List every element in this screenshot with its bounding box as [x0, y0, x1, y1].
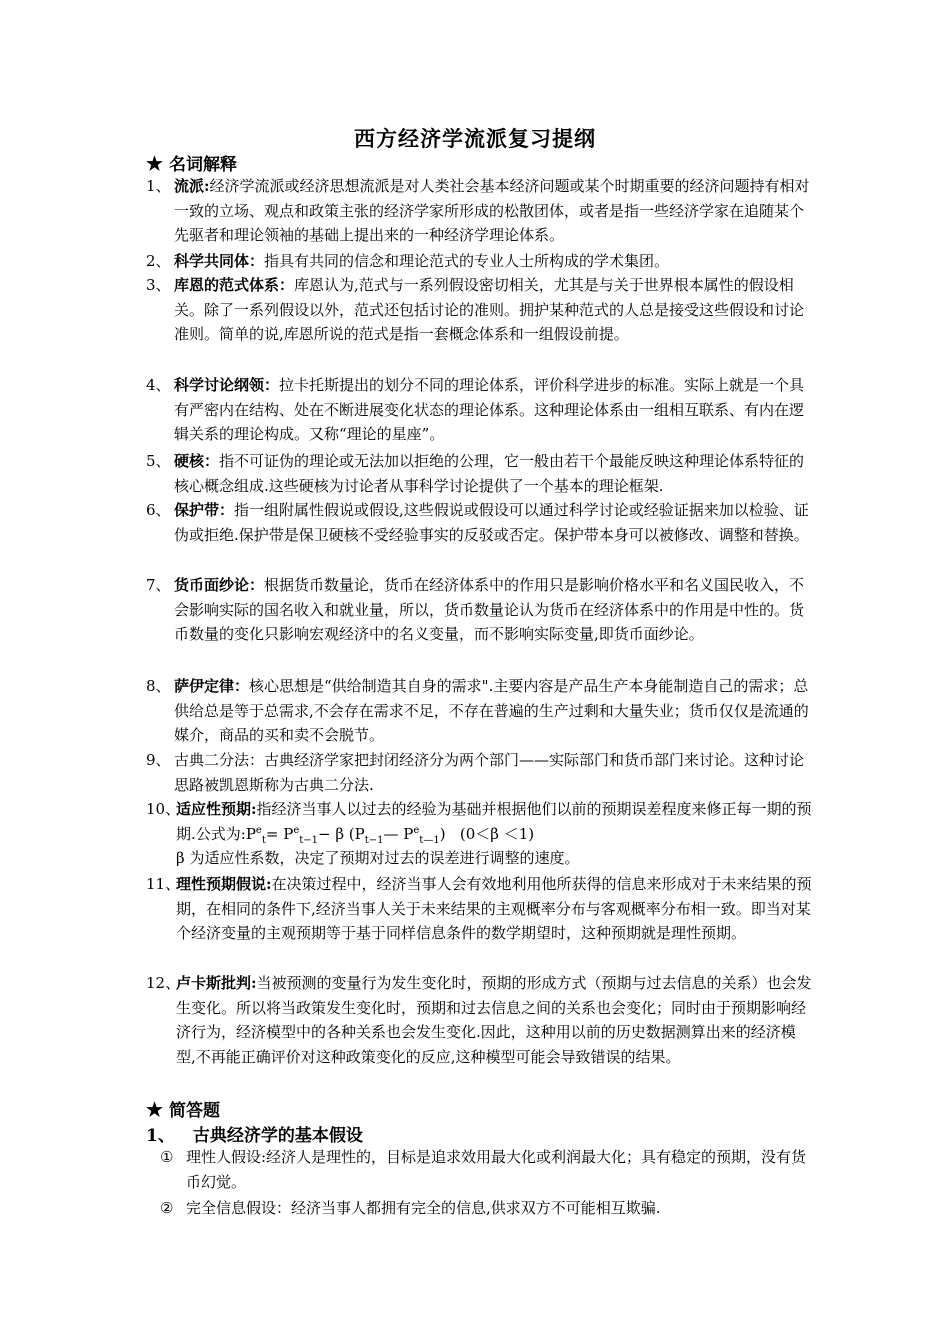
item-text: 指不可证伪的理论或无法加以拒绝的公理，它一般由若干个最能反映这种理论体系特征的核心概念组成.这些硬核为讨论者从事科学讨论提供了一个基本的理论框架. — [174, 452, 805, 495]
item-text: 当被预测的变量行为发生变化时，预期的形成方式（预期与过去信息的关系）也会发生变化。所以将当政策发生变化时，预期和过去信息之间的关系也会变化；同时由于预期影响经济行为，经济模型中的各种关系也会发生变化.因此，这种用以前的历史数据测算出来的经济模型,不再能正确评价对这种政策变化的反应,这种模型可能会导致错误的结果。 — [176, 974, 812, 1066]
list-item — [146, 748, 814, 797]
section-heading-label: 简答题 — [169, 1101, 221, 1121]
item-number: 8、 — [146, 677, 171, 695]
list-item — [146, 449, 814, 498]
item-number: 3、 — [146, 276, 171, 294]
item-term: 流派: — [174, 177, 210, 195]
item-text: 理性人假设:经济人是理性的，目标是追求效用最大化或利润最大化；具有稳定的预期，没有货币幻觉。 — [186, 1148, 807, 1191]
item-term: 科学共同体： — [174, 252, 265, 270]
item-number: 1、 — [146, 177, 171, 195]
list-item — [146, 498, 814, 547]
item-text: 指经济当事人以过去的经验为基础并根据他们以前的预期误差程度来修正每一期的预期.公式为: — [176, 800, 812, 843]
list-item — [146, 797, 814, 871]
item-term: 萨伊定律： — [174, 677, 250, 695]
star-icon: ★ — [146, 1099, 164, 1121]
item-term: 适应性预期: — [176, 800, 257, 818]
item-text: 在决策过程中，经济当事人会有效地利用他所获得的信息来形成对于未来结果的预期，在相同的条件下,经济当事人关于未来结果的主观概率分布与客观概率分布相一致。即当对某个经济变量的主观预期等于基于同样信息条件的数学期望时，这种预期就是理性预期。 — [176, 875, 812, 943]
formula-range: (0＜β ＜1) — [459, 824, 535, 843]
list-item — [146, 273, 814, 347]
item-number: 10、 — [146, 800, 181, 818]
section-heading-label: 名词解释 — [169, 155, 238, 175]
item-number: 9、 — [146, 751, 171, 769]
item-term: 科学讨论纲领： — [174, 376, 280, 394]
item-text: 古典二分法：古典经济学家把封闭经济分为两个部门——实际部门和货币部门来讨论。这种讨论思路被凯恩斯称为古典二分法. — [174, 751, 805, 794]
item-text: 库恩认为,范式与一系列假设密切相关，尤其是与关于世界根本属性的假设相关。除了一系列假设以外，范式还包括讨论的准则。拥护某种范式的人总是接受这些假设和讨论准则。简单的说,库恩所说的范式是指一套概念体系和一组假设前提。 — [174, 276, 805, 344]
list-item — [160, 1196, 820, 1221]
item-term: 卢卡斯批判: — [176, 974, 257, 992]
formula: $P^e_t= P^e_{t-1}- \beta$ ($P_{t-1}—$ $P^e_{t—1}$) (0＜β ＜1) — [245, 824, 535, 846]
item-term: 库恩的范式体系： — [174, 276, 295, 294]
question-number: 1、 — [146, 1126, 175, 1146]
circled-number: ① — [160, 1148, 174, 1166]
item-number: 7、 — [146, 576, 171, 594]
item-term: 理性预期假说: — [176, 875, 272, 893]
item-number: 2、 — [146, 252, 171, 270]
item-text: 拉卡托斯提出的划分不同的理论体系，评价科学进步的标准。实际上就是一个具有严密内在结构、处在不断进展变化状态的理论体系。这种理论体系由一组相互联系、有内在逻辑关系的理论构成。又称“理论的星座”。 — [174, 376, 805, 444]
item-text: 指具有共同的信念和理论范式的专业人士所构成的学术集团。 — [264, 252, 670, 270]
item-number: 6、 — [146, 501, 171, 519]
item-text: 核心思想是“供给制造其自身的需求".主要内容是产品生产本身能制造自己的需求；总供给总是等于总需求,不会存在需求不足，不存在普遍的生产过剩和大量失业；货币仅仅是流通的媒介，商品的买和卖不会脱节。 — [174, 677, 809, 745]
list-item — [146, 872, 814, 946]
item-number: 11、 — [146, 875, 181, 893]
item-text: 根据货币数量论，货币在经济体系中的作用只是影响价格水平和名义国民收入，不会影响实际的国名收入和就业量，所以，货币数量论认为货币在经济体系中的作用是中性的。货币数量的变化只影响宏观经济中的名义变量，而不影响实际变量,即货币面纱论。 — [174, 576, 805, 644]
question-title: 古典经济学的基本假设 — [192, 1126, 363, 1146]
section-heading-short-answer — [146, 1096, 220, 1121]
item-number: 12、 — [146, 974, 181, 992]
list-item — [146, 373, 814, 447]
item-text: 完全信息假设：经济当事人都拥有完全的信息,供求双方不可能相互欺骗. — [186, 1199, 661, 1217]
formula-note: β 为适应性系数，决定了预期对过去的误差进行调整的速度。 — [176, 849, 580, 868]
item-term: 货币面纱论： — [174, 576, 265, 594]
section-heading-definitions — [146, 150, 237, 175]
list-item — [160, 1145, 820, 1194]
list-item — [146, 971, 814, 1069]
star-icon: ★ — [146, 153, 164, 175]
item-text: 经济学流派或经济思想流派是对人类社会基本经济问题或某个时期重要的经济问题持有相对一致的立场、观点和政策主张的经济学家所形成的松散团体，或者是指一些经济学家在追随某个先驱者和理论领袖的基础上提出来的一种经济学理论体系。 — [174, 177, 810, 245]
item-term: 保护带： — [174, 501, 235, 519]
item-text: 指一组附属性假说或假设,这些假说或假设可以通过科学讨论或经验证据来加以检验、证伪或拒绝.保护带是保卫硬核不受经验事实的反驳或否定。保护带本身可以被修改、调整和替换。 — [174, 501, 809, 544]
list-item — [146, 573, 814, 647]
item-term: 硬核： — [174, 452, 220, 470]
page-title: 西方经济学流派复习提纲 — [354, 126, 596, 151]
circled-number: ② — [160, 1199, 174, 1217]
item-number: 5、 — [146, 452, 171, 470]
list-item — [146, 174, 814, 248]
item-number: 4、 — [146, 376, 171, 394]
list-item — [146, 674, 814, 748]
question-heading — [146, 1121, 363, 1146]
list-item — [146, 249, 814, 274]
